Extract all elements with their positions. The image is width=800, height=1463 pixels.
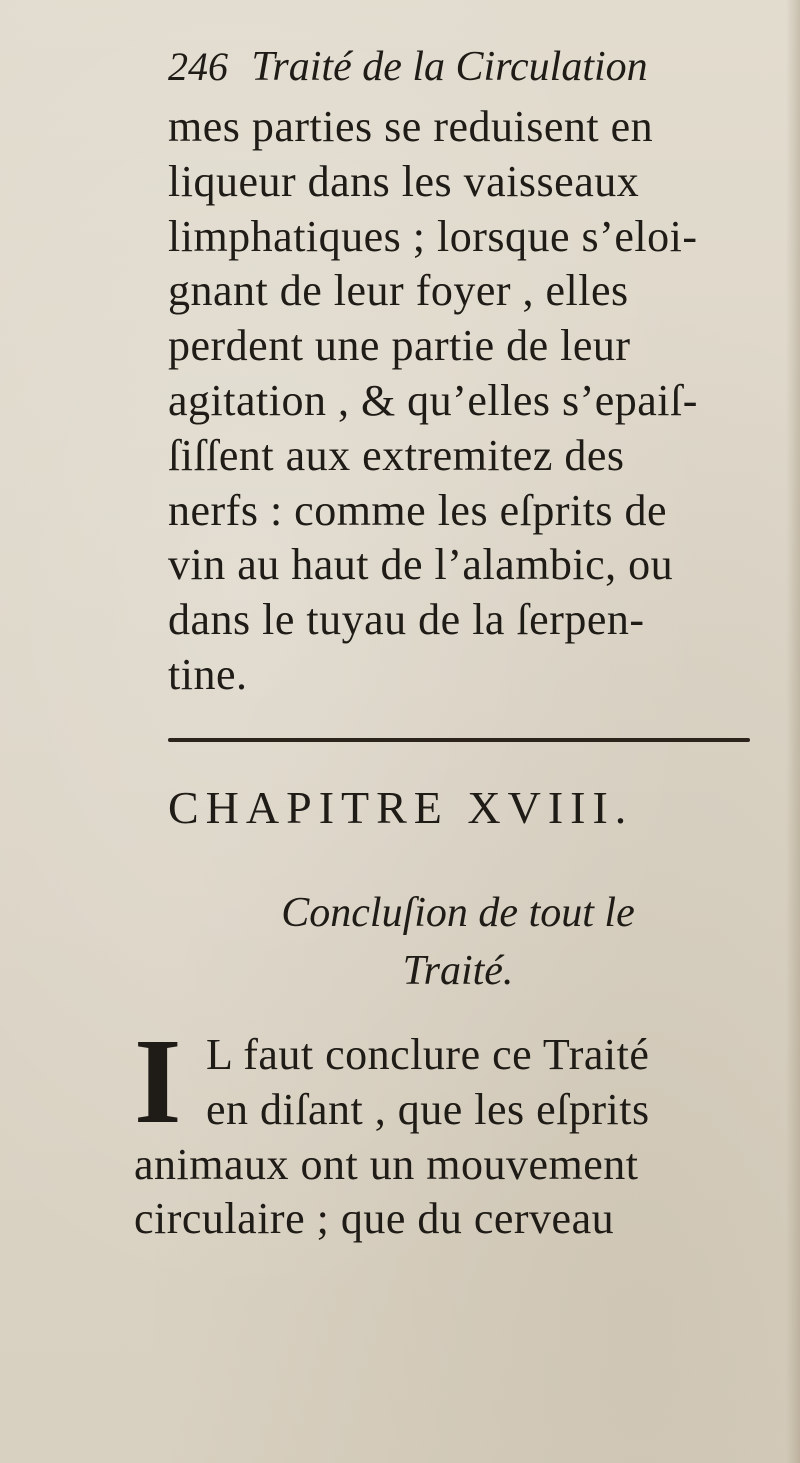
page-edge — [786, 0, 800, 1463]
text-line: ſiſſent aux extremitez des — [168, 430, 625, 480]
text-line: limphatiques ; lorsque s’eloi- — [168, 211, 698, 261]
text-line: animaux ont un mouvement — [134, 1139, 639, 1189]
text-line: perdent une partie de leur — [168, 321, 631, 371]
chapter-heading: CHAPITRE XVIII. — [168, 782, 634, 833]
running-header — [168, 36, 648, 97]
text-line: vin au haut de l’alambic, ou — [168, 540, 674, 590]
text-line: circulaire ; que du cerveau — [134, 1194, 615, 1244]
chapter-subtitle-line: Concluſion de tout le — [281, 890, 635, 936]
body-paragraph — [168, 100, 748, 703]
section-divider — [168, 738, 750, 742]
chapter-subtitle-line: Traité. — [402, 948, 514, 994]
drop-cap: I — [134, 1014, 182, 1149]
text-line: mes parties se reduisent en — [168, 102, 654, 151]
text-line: liqueur dans les vaisseaux — [168, 156, 640, 206]
text-line: tine. — [168, 649, 248, 699]
running-title: Traité de la Circulation — [251, 44, 648, 90]
text-line: agitation , & qu’elles s’epaiſ- — [168, 375, 698, 425]
page-number: 246 — [168, 44, 228, 89]
chapter-subtitle — [168, 884, 748, 1000]
text-line: L faut conclure ce Traité — [206, 1030, 650, 1079]
text-line: dans le tuyau de la ſerpen- — [168, 595, 645, 645]
text-line: gnant de leur foyer , elles — [168, 266, 629, 316]
text-line: nerfs : comme les eſprits de — [168, 485, 668, 535]
chapter-paragraph — [134, 1014, 754, 1247]
text-line: en diſant , que les eſprits — [206, 1084, 650, 1134]
